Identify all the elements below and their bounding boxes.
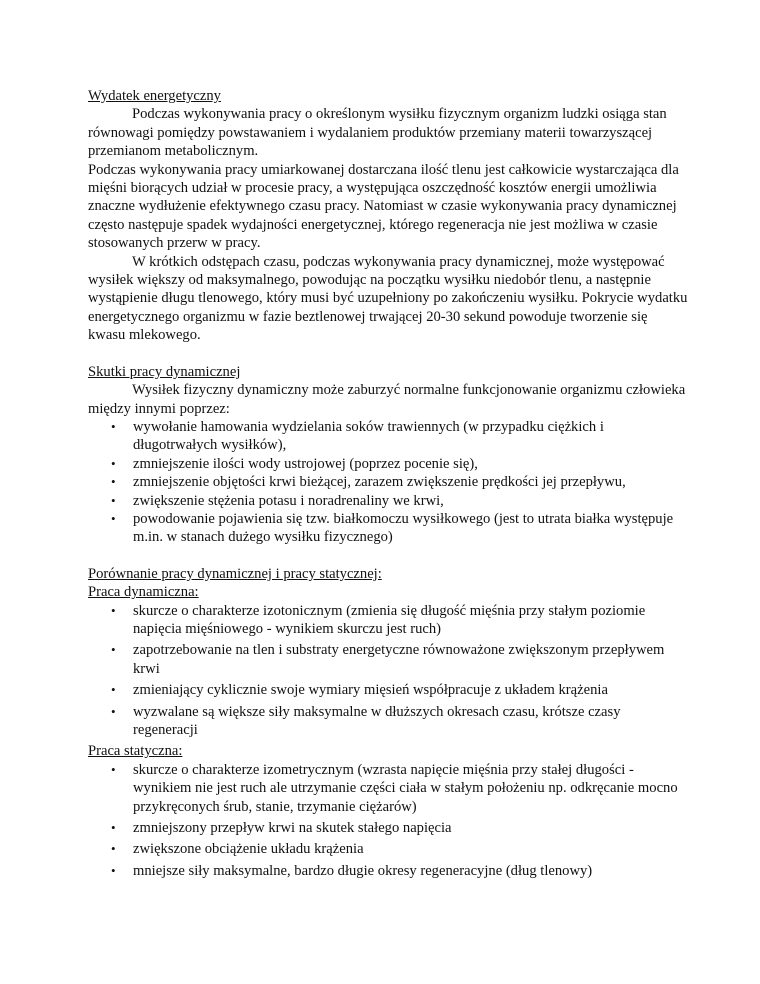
section-gap [88,547,688,565]
dynamic-work-list [88,602,688,740]
list-item-text: skurcze o charakterze izometrycznym (wzrasta napięcie mięśnia przy stałej długości - wynikiem nie jest ruch ale utrzymanie części ciała w stałym położeniu np. odkręcanie mocno przykręconych śrub, stanie, trzymanie ciężarów) [133,761,678,815]
list-item [88,492,688,510]
section-heading-comparison: Porównanie pracy dynamicznej i pracy statycznej: [88,565,382,582]
list-item [88,761,688,816]
list-item [88,455,688,473]
list-item-text: zapotrzebowanie na tlen i substraty energetyczne równoważone zwiększonym przepływem krwi [133,642,665,677]
bullet-icon: • [111,682,116,698]
bullet-icon: • [111,862,116,878]
paragraph-equilibrium: Podczas wykonywania pracy o określonym wysiłku fizycznym organizm ludzki osiąga stan równowagi pomiędzy powstawaniem i wydalaniem produktów przemiany materii towarzyszącej przemianom metabolicznym. [88,106,667,160]
bullet-icon: • [111,474,116,490]
list-item-text: mniejsze siły maksymalne, bardzo długie okresy regeneracyjne (dług tlenowy) [133,862,593,879]
list-item-text: wyzwalane są większe siły maksymalne w dłuższych okresach czasu, krótsze czasy regeneracji [133,703,621,738]
section-gap [88,345,688,363]
bullet-icon: • [111,455,116,471]
bullet-icon: • [111,510,116,526]
bullet-icon: • [111,602,116,618]
list-item-text: skurcze o charakterze izotonicznym (zmienia się długość mięśnia przy stałym poziomie napięcia mięśniowego - wynikiem skurczu jest ruch) [133,602,646,637]
list-item [88,602,688,639]
paragraph-oxygen-debt: W krótkich odstępach czasu, podczas wykonywania pracy dynamicznej, może występować wysiłek większy od maksymalnego, powodując na początku wysiłku niedobór tlenu, a następnie wystąpienie długu tlenowego, który musi być uzupełniony po zakończeniu wysiłku. Pokrycie wydatku energetycznego organizmu w fazie beztlenowej trwającej 20-30 sekund powoduje tworzenie się kwasu mlekowego. [88,253,688,344]
list-item-text: powodowanie pojawienia się tzw. białkomoczu wysiłkowego (jest to utrata białka występuje m.in. w stanach dużego wysiłku fizycznego) [133,510,674,546]
list-item [88,418,688,455]
list-item [88,819,688,837]
bullet-icon: • [111,820,116,836]
bullet-icon: • [111,642,116,658]
list-item [88,862,688,880]
paragraph-moderate-work: Podczas wykonywania pracy umiarkowanej dostarczana ilość tlenu jest całkowicie wystarczająca dla mięśni biorących udział w procesie pracy, a występująca oszczędność kosztów energii umożliwia znaczne wydłużenie efektywnego czasu pracy. Natomiast w czasie wykonywania pracy dynamicznej często następuje spadek wydajności energetycznej, którego regeneracja nie jest możliwa w czasie stosowanych przerw w pracy. [88,161,679,252]
list-item-text: wywołanie hamowania wydzielania soków trawiennych (w przypadku ciężkich i długotrwałych wysiłków), [133,418,604,454]
bullet-icon: • [111,761,116,777]
list-item [88,510,688,547]
list-item [88,703,688,740]
section-heading-dynamic-effects: Skutki pracy dynamicznej [88,363,241,380]
static-work-list [88,761,688,880]
document-page [88,87,688,883]
list-item [88,473,688,491]
list-item-text: zmniejszony przepływ krwi na skutek stałego napięcia [133,820,452,837]
subheading-static-work: Praca statyczna: [88,743,183,760]
section-heading-energy-expenditure: Wydatek energetyczny [88,88,221,104]
list-item [88,641,688,678]
list-item-text: zmniejszenie ilości wody ustrojowej (poprzez pocenie się), [133,455,478,472]
list-item-text: zwiększenie stężenia potasu i noradrenaliny we krwi, [133,492,444,509]
bullet-icon: • [111,703,116,719]
bullet-icon: • [111,418,116,434]
list-item-text: zmniejszenie objętości krwi bieżącej, zarazem zwiększenie prędkości jej przepływu, [133,474,626,491]
bullet-icon: • [111,841,116,857]
subheading-dynamic-work: Praca dynamiczna: [88,584,199,601]
effects-list [88,418,688,547]
list-item-text: zwiększone obciążenie układu krążenia [133,841,364,858]
bullet-icon: • [111,492,116,508]
list-item [88,840,688,858]
list-item-text: zmieniający cyklicznie swoje wymiary mięsień współpracuje z układem krążenia [133,682,608,699]
list-item [88,681,688,699]
paragraph-dynamic-intro: Wysiłek fizyczny dynamiczny może zaburzyć normalne funkcjonowanie organizmu człowieka między innymi poprzez: [88,382,686,417]
